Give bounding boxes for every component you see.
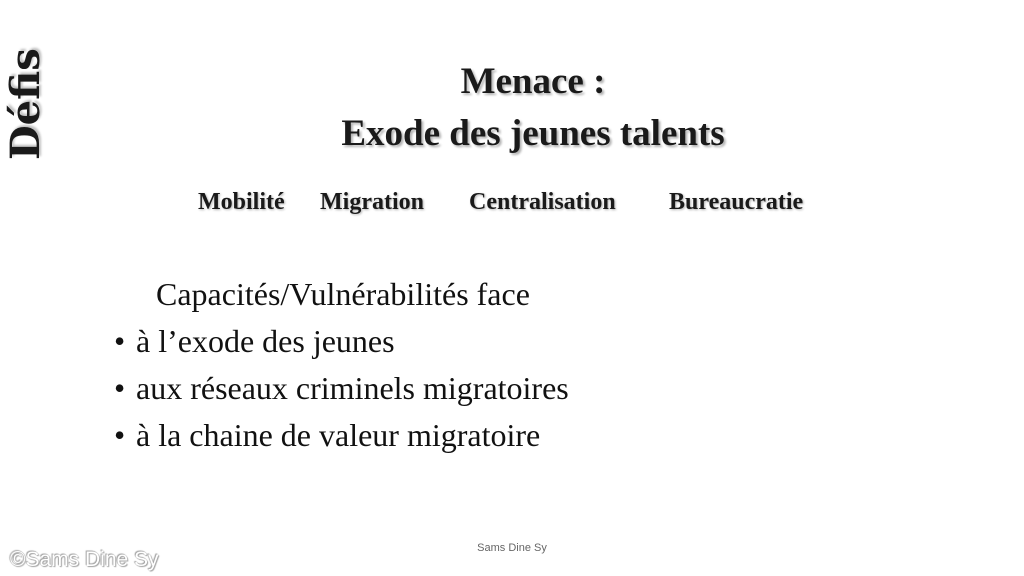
bullet-text: à l’exode des jeunes [136,323,395,359]
bullet-text: à la chaine de valeur migratoire [136,417,541,453]
keyword-centralisation: Centralisation [469,189,616,215]
title-line-2: Exode des jeunes talents [341,113,725,154]
list-item [114,318,569,365]
bullet-list [114,318,569,459]
intro-text: Capacités/Vulnérabilités face [156,276,530,312]
title-line-1: Menace : [460,61,606,102]
bullet-text: aux réseaux criminels migratoires [136,370,569,406]
keyword-bureaucratie: Bureaucratie [669,189,804,215]
bullet-icon: • [114,323,126,359]
side-title: Défis [2,48,49,160]
keyword-migration: Migration [320,189,424,215]
keyword-mobilite: Mobilité [198,189,285,215]
bullet-icon: • [114,417,126,453]
bullet-icon: • [114,370,126,406]
list-item [114,365,569,412]
slide-title [0,56,1024,160]
footer-text: Sams Dine Sy [477,542,547,554]
copyright-watermark: ©Sams Dine Sy [10,548,159,571]
list-item [114,412,569,459]
